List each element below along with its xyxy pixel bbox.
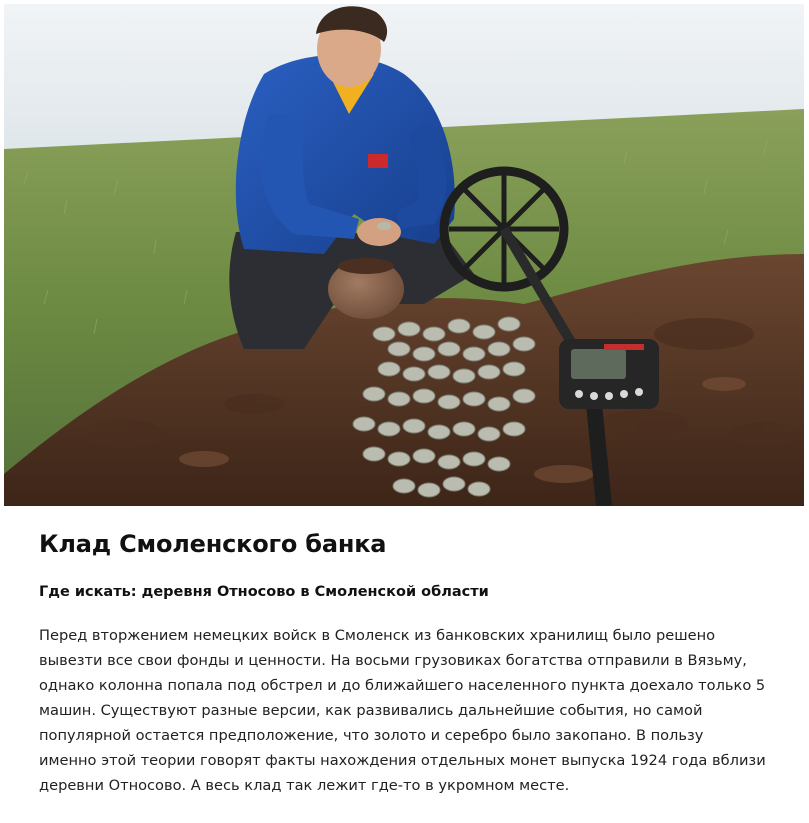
treasure-hunter-photo-icon xyxy=(4,4,804,506)
article-subtitle: Где искать: деревня Относово в Смоленской области xyxy=(39,584,489,600)
article-title: Клад Смоленского банка xyxy=(39,530,387,558)
article-body-line: машин. Существуют разные версии, как развивались дальнейшие события, но самой xyxy=(39,702,703,719)
article-photo xyxy=(4,4,804,506)
article-body-line: вывезти все свои фонды и ценности. На восьми грузовиках богатства отправили в Вязьму, xyxy=(39,652,747,669)
article-body-line: однако колонна попала под обстрел и до ближайшего населенного пункта доехало только 5 xyxy=(39,677,766,694)
article-body-line: Перед вторжением немецких войск в Смоленск из банковских хранилищ было решено xyxy=(39,627,716,644)
article-content xyxy=(39,524,779,798)
article-body-line: именно этой теории говорят факты нахождения отдельных монет выпуска 1924 года вблизи xyxy=(39,752,766,769)
article-body-line: деревни Относово. А весь клад так лежит где-то в укромном месте. xyxy=(39,777,570,794)
article-body xyxy=(39,623,779,798)
article-body-line: популярной остается предположение, что золото и серебро было закопано. В пользу xyxy=(39,727,704,744)
